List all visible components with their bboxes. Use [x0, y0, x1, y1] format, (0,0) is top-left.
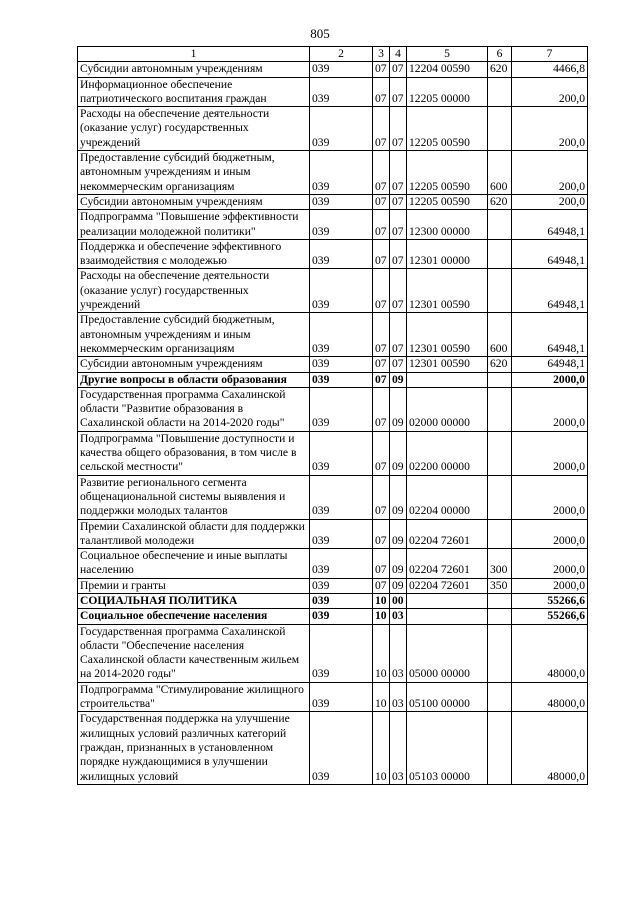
- column-header: 7: [512, 47, 588, 62]
- row-name: Социальное обеспечение населения: [78, 609, 310, 624]
- subsection-code: 07: [390, 62, 407, 77]
- expense-type-code: [488, 239, 512, 269]
- target-article-code: 12300 00000: [407, 210, 488, 240]
- subsection-code: 07: [390, 269, 407, 313]
- subsection-code: 07: [390, 210, 407, 240]
- table-row: [78, 210, 588, 240]
- target-article-code: 02204 72601: [407, 549, 488, 579]
- row-name: Информационное обеспечение патриотического воспитания граждан: [78, 77, 310, 107]
- subsection-code: 00: [390, 593, 407, 608]
- expense-type-code: [488, 712, 512, 784]
- row-name: Подпрограмма "Повышение эффективности реализации молодежной политики": [78, 210, 310, 240]
- row-name: Субсидии автономным учреждениям: [78, 62, 310, 77]
- subsection-code: 09: [390, 519, 407, 549]
- column-header: 4: [390, 47, 407, 62]
- expense-type-code: [488, 77, 512, 107]
- target-article-code: 05103 00000: [407, 712, 488, 784]
- section-code: 10: [373, 712, 390, 784]
- expense-type-code: [488, 475, 512, 519]
- admin-code: 039: [310, 151, 373, 195]
- admin-code: 039: [310, 210, 373, 240]
- table-row: [78, 372, 588, 387]
- target-article-code: 02000 00000: [407, 387, 488, 431]
- section-code: 07: [373, 77, 390, 107]
- target-article-code: 12204 00590: [407, 62, 488, 77]
- admin-code: 039: [310, 624, 373, 682]
- admin-code: 039: [310, 682, 373, 712]
- table-row: [78, 62, 588, 77]
- table-row: [78, 475, 588, 519]
- amount: 2000,0: [512, 475, 588, 519]
- target-article-code: 12301 00000: [407, 239, 488, 269]
- target-article-code: [407, 372, 488, 387]
- amount: 4466,8: [512, 62, 588, 77]
- admin-code: 039: [310, 372, 373, 387]
- table-row: [78, 387, 588, 431]
- row-name: Подпрограмма "Повышение доступности и качества общего образования, в том числе в сельской местности": [78, 431, 310, 475]
- expense-type-code: 300: [488, 549, 512, 579]
- target-article-code: 02204 00000: [407, 475, 488, 519]
- column-header: 3: [373, 47, 390, 62]
- target-article-code: 05000 00000: [407, 624, 488, 682]
- section-code: 10: [373, 593, 390, 608]
- amount: 200,0: [512, 107, 588, 151]
- table-row: [78, 107, 588, 151]
- subsection-code: 07: [390, 194, 407, 209]
- section-code: 07: [373, 62, 390, 77]
- amount: 200,0: [512, 77, 588, 107]
- expense-type-code: 620: [488, 194, 512, 209]
- admin-code: 039: [310, 62, 373, 77]
- table-row: [78, 593, 588, 608]
- column-header: 2: [310, 47, 373, 62]
- row-name: Подпрограмма "Стимулирование жилищного строительства": [78, 682, 310, 712]
- expense-type-code: [488, 269, 512, 313]
- table-row: [78, 712, 588, 784]
- row-name: Субсидии автономным учреждениям: [78, 194, 310, 209]
- amount: 2000,0: [512, 549, 588, 579]
- section-code: 07: [373, 151, 390, 195]
- section-code: 07: [373, 194, 390, 209]
- target-article-code: 12205 00590: [407, 151, 488, 195]
- table-row: [78, 431, 588, 475]
- amount: 48000,0: [512, 682, 588, 712]
- section-code: 07: [373, 313, 390, 357]
- amount: 200,0: [512, 151, 588, 195]
- row-name: Поддержка и обеспечение эффективного взаимодействия с молодежью: [78, 239, 310, 269]
- amount: 48000,0: [512, 712, 588, 784]
- admin-code: 039: [310, 519, 373, 549]
- column-header: 5: [407, 47, 488, 62]
- amount: 2000,0: [512, 372, 588, 387]
- amount: 64948,1: [512, 357, 588, 372]
- column-header: 6: [488, 47, 512, 62]
- expense-type-code: [488, 519, 512, 549]
- table-row: [78, 194, 588, 209]
- page-number: 805: [310, 26, 330, 41]
- subsection-code: 09: [390, 549, 407, 579]
- section-code: 10: [373, 682, 390, 712]
- section-code: 07: [373, 431, 390, 475]
- row-name: Субсидии автономным учреждениям: [78, 357, 310, 372]
- table-row: [78, 609, 588, 624]
- expense-type-code: 600: [488, 313, 512, 357]
- expense-type-code: 620: [488, 357, 512, 372]
- subsection-code: 03: [390, 712, 407, 784]
- subsection-code: 09: [390, 475, 407, 519]
- admin-code: 039: [310, 107, 373, 151]
- row-name: Расходы на обеспечение деятельности (оказание услуг) государственных учреждений: [78, 269, 310, 313]
- amount: 64948,1: [512, 239, 588, 269]
- table-body: [78, 47, 588, 785]
- subsection-code: 03: [390, 682, 407, 712]
- subsection-code: 03: [390, 624, 407, 682]
- row-name: СОЦИАЛЬНАЯ ПОЛИТИКА: [78, 593, 310, 608]
- table-row: [78, 239, 588, 269]
- subsection-code: 07: [390, 357, 407, 372]
- row-name: Государственная программа Сахалинской области "Обеспечение населения Сахалинской области качественным жильем на 2014-2020 годы": [78, 624, 310, 682]
- amount: 64948,1: [512, 313, 588, 357]
- amount: 2000,0: [512, 387, 588, 431]
- target-article-code: 02204 72601: [407, 519, 488, 549]
- admin-code: 039: [310, 549, 373, 579]
- admin-code: 039: [310, 593, 373, 608]
- amount: 55266,6: [512, 593, 588, 608]
- header-row: [78, 47, 588, 62]
- section-code: 07: [373, 578, 390, 593]
- section-code: 10: [373, 624, 390, 682]
- amount: 2000,0: [512, 578, 588, 593]
- expense-type-code: [488, 372, 512, 387]
- table-row: [78, 269, 588, 313]
- table-row: [78, 682, 588, 712]
- amount: 48000,0: [512, 624, 588, 682]
- expense-type-code: [488, 624, 512, 682]
- table-row: [78, 549, 588, 579]
- subsection-code: 07: [390, 107, 407, 151]
- expense-type-code: [488, 387, 512, 431]
- amount: 64948,1: [512, 269, 588, 313]
- section-code: 10: [373, 609, 390, 624]
- row-name: Премии и гранты: [78, 578, 310, 593]
- budget-table: [77, 46, 588, 785]
- expense-type-code: [488, 609, 512, 624]
- expense-type-code: 600: [488, 151, 512, 195]
- admin-code: 039: [310, 431, 373, 475]
- amount: 64948,1: [512, 210, 588, 240]
- table-row: [78, 313, 588, 357]
- target-article-code: [407, 593, 488, 608]
- table-row: [78, 357, 588, 372]
- admin-code: 039: [310, 712, 373, 784]
- expense-type-code: [488, 107, 512, 151]
- section-code: 07: [373, 239, 390, 269]
- subsection-code: 07: [390, 313, 407, 357]
- subsection-code: 09: [390, 372, 407, 387]
- row-name: Другие вопросы в области образования: [78, 372, 310, 387]
- admin-code: 039: [310, 609, 373, 624]
- expense-type-code: [488, 593, 512, 608]
- subsection-code: 03: [390, 609, 407, 624]
- row-name: Государственная поддержка на улучшение жилищных условий различных категорий граждан, признанных в установленном порядке нуждающимися в улучшении жилищных условий: [78, 712, 310, 784]
- row-name: Премии Сахалинской области для поддержки талантливой молодежи: [78, 519, 310, 549]
- amount: 2000,0: [512, 431, 588, 475]
- subsection-code: 07: [390, 239, 407, 269]
- row-name: Предоставление субсидий бюджетным, автономным учреждениям и иным некоммерческим организациям: [78, 313, 310, 357]
- admin-code: 039: [310, 578, 373, 593]
- column-header: 1: [78, 47, 310, 62]
- admin-code: 039: [310, 194, 373, 209]
- row-name: Предоставление субсидий бюджетным, автономным учреждениям и иным некоммерческим организациям: [78, 151, 310, 195]
- expense-type-code: 620: [488, 62, 512, 77]
- admin-code: 039: [310, 77, 373, 107]
- target-article-code: 12205 00590: [407, 107, 488, 151]
- target-article-code: 05100 00000: [407, 682, 488, 712]
- section-code: 07: [373, 107, 390, 151]
- section-code: 07: [373, 269, 390, 313]
- amount: 2000,0: [512, 519, 588, 549]
- row-name: Расходы на обеспечение деятельности (оказание услуг) государственных учреждений: [78, 107, 310, 151]
- admin-code: 039: [310, 475, 373, 519]
- admin-code: 039: [310, 239, 373, 269]
- section-code: 07: [373, 372, 390, 387]
- section-code: 07: [373, 519, 390, 549]
- expense-type-code: [488, 431, 512, 475]
- section-code: 07: [373, 210, 390, 240]
- section-code: 07: [373, 549, 390, 579]
- table-row: [78, 77, 588, 107]
- expense-type-code: 350: [488, 578, 512, 593]
- target-article-code: 12205 00590: [407, 194, 488, 209]
- admin-code: 039: [310, 269, 373, 313]
- subsection-code: 07: [390, 77, 407, 107]
- amount: 200,0: [512, 194, 588, 209]
- target-article-code: 12301 00590: [407, 357, 488, 372]
- expense-type-code: [488, 682, 512, 712]
- admin-code: 039: [310, 387, 373, 431]
- table-row: [78, 519, 588, 549]
- table-row: [78, 624, 588, 682]
- admin-code: 039: [310, 357, 373, 372]
- target-article-code: 12301 00590: [407, 269, 488, 313]
- section-code: 07: [373, 357, 390, 372]
- expense-type-code: [488, 210, 512, 240]
- section-code: 07: [373, 475, 390, 519]
- target-article-code: 02204 72601: [407, 578, 488, 593]
- subsection-code: 07: [390, 151, 407, 195]
- subsection-code: 09: [390, 578, 407, 593]
- row-name: Социальное обеспечение и иные выплаты населению: [78, 549, 310, 579]
- target-article-code: 12301 00590: [407, 313, 488, 357]
- section-code: 07: [373, 387, 390, 431]
- amount: 55266,6: [512, 609, 588, 624]
- subsection-code: 09: [390, 387, 407, 431]
- row-name: Развитие регионального сегмента общенациональной системы выявления и поддержки молодых талантов: [78, 475, 310, 519]
- target-article-code: 12205 00000: [407, 77, 488, 107]
- target-article-code: 02200 00000: [407, 431, 488, 475]
- table-row: [78, 151, 588, 195]
- target-article-code: [407, 609, 488, 624]
- admin-code: 039: [310, 313, 373, 357]
- row-name: Государственная программа Сахалинской области "Развитие образования в Сахалинской области на 2014-2020 годы": [78, 387, 310, 431]
- subsection-code: 09: [390, 431, 407, 475]
- table-row: [78, 578, 588, 593]
